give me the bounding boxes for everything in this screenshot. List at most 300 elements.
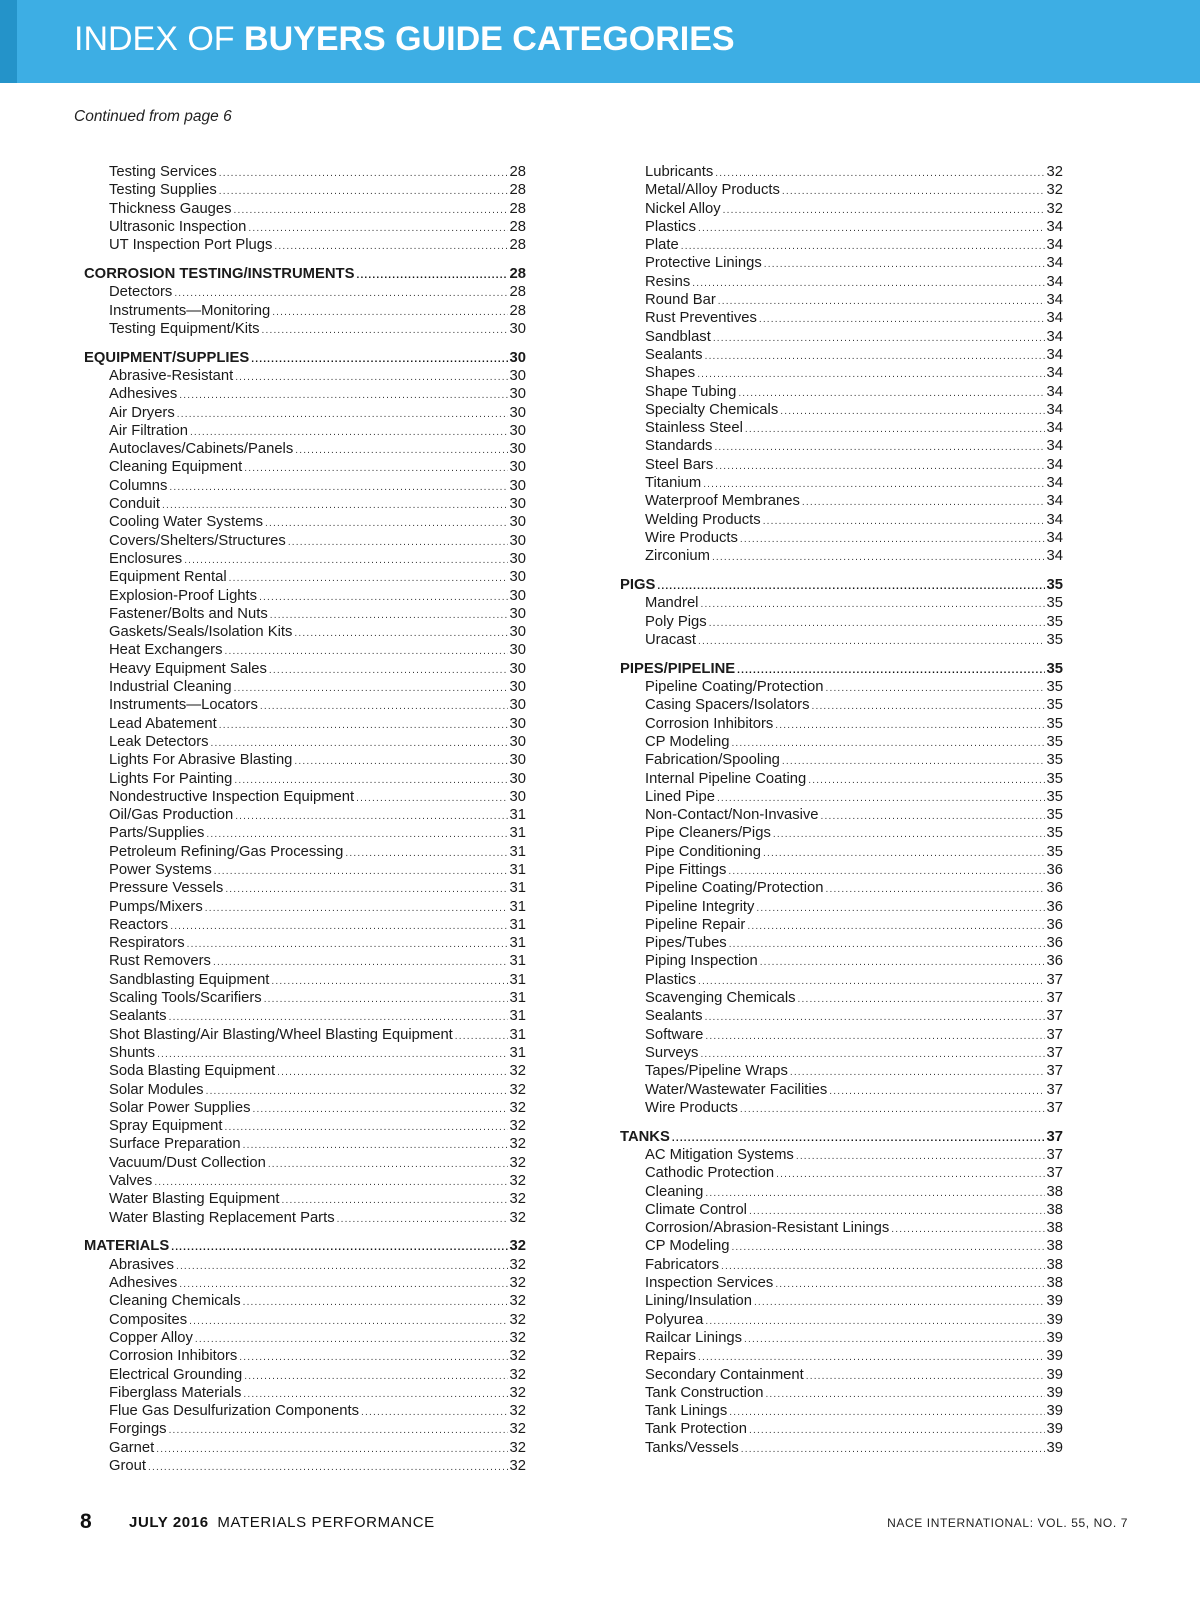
index-entry	[620, 971, 1063, 989]
index-entry	[620, 594, 1063, 612]
index-entry	[620, 715, 1063, 733]
dot-leader	[891, 1221, 1044, 1237]
page-ref: 31	[509, 825, 526, 842]
entry-label: Pressure Vessels	[109, 880, 224, 897]
index-entry	[84, 550, 526, 568]
index-entry	[84, 404, 526, 422]
dot-leader	[337, 1211, 508, 1227]
page-ref: 30	[509, 422, 526, 439]
page-ref: 35	[1046, 770, 1063, 787]
left-column	[84, 163, 526, 1486]
page-ref: 28	[509, 200, 526, 217]
dot-leader	[763, 513, 1045, 529]
page-ref: 34	[1046, 475, 1063, 492]
entry-label: Solar Modules	[109, 1081, 204, 1098]
entry-label: Tank Linings	[645, 1403, 728, 1420]
page-ref: 34	[1046, 383, 1063, 400]
dot-leader	[790, 1064, 1045, 1080]
page-ref: 30	[509, 569, 526, 586]
index-entry	[620, 696, 1063, 714]
entry-label: Plastics	[645, 971, 696, 988]
page-ref: 32	[509, 1154, 526, 1171]
entry-label: Plastics	[645, 218, 696, 235]
index-section	[620, 1128, 1063, 1457]
dot-leader	[190, 424, 508, 440]
dot-leader	[214, 863, 508, 879]
entry-label: Garnet	[109, 1439, 155, 1456]
category-label: PIGS	[620, 577, 656, 594]
dot-leader	[213, 954, 508, 970]
dot-leader	[295, 442, 507, 458]
dot-leader	[225, 881, 507, 897]
index-entry	[84, 422, 526, 440]
entry-label: Abrasive-Resistant	[109, 367, 234, 384]
page-ref: 32	[509, 1329, 526, 1346]
index-entry	[84, 1007, 526, 1025]
index-entry	[620, 547, 1063, 565]
dot-leader	[345, 845, 507, 861]
page-ref: 31	[509, 807, 526, 824]
page-ref: 30	[509, 624, 526, 641]
dot-leader	[700, 1046, 1044, 1062]
dot-leader	[705, 1313, 1044, 1329]
entry-label: Nondestructive Inspection Equipment	[109, 788, 355, 805]
entry-label: Resins	[645, 273, 691, 290]
page-ref: 30	[509, 349, 526, 366]
page-ref: 37	[1046, 1165, 1063, 1182]
volume-line	[887, 1516, 1128, 1530]
entry-label: Welding Products	[645, 511, 761, 528]
dot-leader	[749, 1422, 1045, 1438]
index-entry	[620, 254, 1063, 272]
entry-label: Industrial Cleaning	[109, 679, 232, 696]
dot-leader	[681, 238, 1045, 254]
index-section	[84, 265, 526, 338]
page-ref: 32	[509, 1081, 526, 1098]
index-entry	[84, 989, 526, 1007]
page-ref: 30	[509, 715, 526, 732]
index-entry	[620, 1201, 1063, 1219]
dot-leader	[826, 680, 1045, 696]
entry-label: Lined Pipe	[645, 788, 715, 805]
dot-leader	[252, 1101, 507, 1117]
dot-leader	[723, 202, 1045, 218]
entry-label: Protective Linings	[645, 255, 762, 272]
dot-leader	[269, 662, 508, 678]
entry-label: Tanks/Vessels	[645, 1439, 739, 1456]
entry-label: Internal Pipeline Coating	[645, 770, 807, 787]
dot-leader	[206, 1083, 508, 1099]
page-ref: 30	[509, 459, 526, 476]
index-entry	[84, 477, 526, 495]
page-ref: 32	[509, 1238, 526, 1255]
page-ref: 32	[509, 1439, 526, 1456]
page-ref: 32	[509, 1063, 526, 1080]
page-ref: 38	[1046, 1275, 1063, 1292]
entry-label: Water Blasting Replacement Parts	[109, 1209, 335, 1226]
entry-label: Shape Tubing	[645, 383, 737, 400]
dot-leader	[170, 918, 507, 934]
entry-label: Cooling Water Systems	[109, 514, 264, 531]
entry-label: Sealants	[109, 1008, 167, 1025]
dot-leader	[154, 1174, 507, 1190]
index-entry	[620, 806, 1063, 824]
page-ref: 35	[1046, 715, 1063, 732]
index-entry	[84, 1154, 526, 1172]
entry-label: Ultrasonic Inspection	[109, 218, 247, 235]
page-footer	[0, 1510, 1200, 1540]
index-section	[620, 576, 1063, 649]
page-ref: 32	[1046, 182, 1063, 199]
page-ref: 30	[509, 367, 526, 384]
entry-label: Waterproof Membranes	[645, 493, 800, 510]
index-entry	[84, 788, 526, 806]
page-ref: 34	[1046, 346, 1063, 363]
page-ref: 39	[1046, 1439, 1063, 1456]
page-ref: 30	[509, 477, 526, 494]
index-entry	[84, 1402, 526, 1420]
entry-label: Pipeline Coating/Protection	[645, 880, 824, 897]
page-ref: 34	[1046, 548, 1063, 565]
page-ref: 32	[509, 1173, 526, 1190]
entry-label: Grout	[109, 1457, 147, 1474]
entry-label: Shot Blasting/Air Blasting/Wheel Blasting Equipment	[109, 1026, 453, 1043]
dot-leader	[270, 607, 508, 623]
index-entry	[620, 770, 1063, 788]
page-ref: 37	[1046, 1044, 1063, 1061]
entry-label: Pipe Fittings	[645, 861, 727, 878]
index-entry	[84, 1081, 526, 1099]
page-ref: 32	[509, 1191, 526, 1208]
index-entry	[620, 529, 1063, 547]
entry-label: Non-Contact/Non-Invasive	[645, 807, 819, 824]
index-entry	[620, 383, 1063, 401]
dot-leader	[705, 348, 1045, 364]
page-number: 8	[80, 1510, 92, 1533]
entry-label: Forgings	[109, 1421, 167, 1438]
index-entry	[84, 1366, 526, 1384]
page-ref: 38	[1046, 1256, 1063, 1273]
index-entry	[84, 641, 526, 659]
page-ref: 39	[1046, 1421, 1063, 1438]
entry-label: Covers/Shelters/Structures	[109, 532, 286, 549]
index-entry	[620, 511, 1063, 529]
index-entry	[620, 1081, 1063, 1099]
category-label: CORROSION TESTING/INSTRUMENTS	[84, 265, 355, 282]
entry-label: Piping Inspection	[645, 953, 758, 970]
page-ref: 34	[1046, 237, 1063, 254]
dot-leader	[234, 772, 507, 788]
page-ref: 34	[1046, 529, 1063, 546]
dot-leader	[731, 735, 1044, 751]
entry-label: Steel Bars	[645, 456, 714, 473]
dot-leader	[282, 1192, 508, 1208]
page-ref: 34	[1046, 218, 1063, 235]
dot-leader	[700, 596, 1044, 612]
dot-leader	[712, 549, 1045, 565]
dot-leader	[156, 1441, 507, 1457]
index-entry	[84, 1457, 526, 1475]
dot-leader	[715, 458, 1044, 474]
dot-leader	[265, 515, 507, 531]
page-ref: 35	[1046, 679, 1063, 696]
category-heading	[620, 576, 1063, 594]
category-heading	[84, 1237, 526, 1255]
page-ref: 34	[1046, 511, 1063, 528]
dot-leader	[738, 385, 1044, 401]
index-entry	[84, 385, 526, 403]
index-entry	[84, 806, 526, 824]
index-entry	[620, 181, 1063, 199]
entry-label: Oil/Gas Production	[109, 807, 234, 824]
entry-label: Flue Gas Desulfurization Components	[109, 1403, 360, 1420]
page-ref: 28	[509, 182, 526, 199]
index-entry	[620, 1311, 1063, 1329]
index-entry	[620, 218, 1063, 236]
index-entry	[620, 733, 1063, 751]
category-heading	[620, 1128, 1063, 1146]
right-column	[620, 163, 1063, 1467]
index-entry	[620, 163, 1063, 181]
dot-leader	[829, 1083, 1044, 1099]
dot-leader	[234, 202, 508, 218]
entry-label: Power Systems	[109, 861, 212, 878]
page-ref: 31	[509, 843, 526, 860]
dot-leader	[219, 183, 508, 199]
index-entry	[84, 320, 526, 338]
page-ref: 37	[1046, 990, 1063, 1007]
dot-leader	[802, 494, 1045, 510]
entry-label: Air Filtration	[109, 422, 188, 439]
entry-label: Heat Exchangers	[109, 642, 223, 659]
dot-leader	[729, 1404, 1044, 1420]
dot-leader	[187, 936, 508, 952]
index-entry	[84, 1190, 526, 1208]
category-label: PIPES/PIPELINE	[620, 660, 736, 677]
entry-label: Copper Alloy	[109, 1329, 193, 1346]
entry-label: Titanium	[645, 475, 702, 492]
entry-label: Testing Supplies	[109, 182, 217, 199]
page-ref: 30	[509, 752, 526, 769]
index-entry	[620, 309, 1063, 327]
entry-label: Wire Products	[645, 529, 738, 546]
page-ref: 30	[509, 642, 526, 659]
dot-leader	[219, 717, 508, 733]
index-entry	[84, 696, 526, 714]
entry-label: Scavenging Chemicals	[645, 990, 796, 1007]
index-entry	[620, 1439, 1063, 1457]
category-label: TANKS	[620, 1128, 670, 1145]
page-ref: 30	[509, 532, 526, 549]
dot-leader	[713, 330, 1045, 346]
dot-leader	[356, 267, 507, 283]
dot-leader	[717, 790, 1045, 806]
dot-leader	[179, 387, 507, 403]
dot-leader	[225, 643, 508, 659]
page-ref: 35	[1046, 752, 1063, 769]
dot-leader	[740, 1101, 1045, 1117]
entry-label: Scaling Tools/Scarifiers	[109, 990, 262, 1007]
dot-leader	[721, 1258, 1045, 1274]
page-ref: 30	[509, 660, 526, 677]
index-entry	[84, 660, 526, 678]
index-entry	[620, 236, 1063, 254]
page-ref: 34	[1046, 438, 1063, 455]
issue-line	[129, 1514, 435, 1531]
index-entry	[620, 1256, 1063, 1274]
dot-leader	[271, 973, 507, 989]
issue-date: JULY 2016	[129, 1514, 209, 1531]
index-entry	[84, 302, 526, 320]
index-entry	[84, 1329, 526, 1347]
index-entry	[84, 1062, 526, 1080]
index-entry	[84, 1439, 526, 1457]
entry-label: Shapes	[645, 365, 696, 382]
page-ref: 30	[509, 679, 526, 696]
page-ref: 30	[509, 697, 526, 714]
dot-leader	[179, 1276, 507, 1292]
entry-label: Corrosion Inhibitors	[109, 1348, 238, 1365]
index-entry	[620, 678, 1063, 696]
dot-leader	[272, 304, 507, 320]
page-ref: 32	[509, 1136, 526, 1153]
dot-leader	[361, 1404, 508, 1420]
index-entry	[84, 715, 526, 733]
page-ref: 37	[1046, 1081, 1063, 1098]
index-entry	[84, 200, 526, 218]
entry-label: Pipe Conditioning	[645, 843, 761, 860]
dot-leader	[798, 991, 1045, 1007]
page-ref: 34	[1046, 456, 1063, 473]
index-entry	[620, 1292, 1063, 1310]
entry-label: Wire Products	[645, 1099, 738, 1116]
entry-label: Rust Removers	[109, 953, 211, 970]
index-entry	[84, 458, 526, 476]
page-ref: 39	[1046, 1366, 1063, 1383]
page-ref: 35	[1046, 631, 1063, 648]
entry-label: Repairs	[645, 1348, 696, 1365]
page-ref: 30	[509, 605, 526, 622]
dot-leader	[806, 1368, 1045, 1384]
dot-leader	[264, 991, 508, 1007]
page-ref: 28	[509, 265, 526, 282]
page-ref: 39	[1046, 1311, 1063, 1328]
page-ref: 34	[1046, 365, 1063, 382]
entry-label: Testing Services	[109, 164, 217, 180]
page-ref: 34	[1046, 328, 1063, 345]
index-entry	[84, 824, 526, 842]
dot-leader	[698, 973, 1045, 989]
index-entry	[620, 492, 1063, 510]
continued-note: Continued from page 6	[74, 108, 232, 125]
dot-leader	[780, 403, 1044, 419]
index-entry	[620, 1384, 1063, 1402]
entry-label: Casing Spacers/Isolators	[645, 697, 810, 714]
index-entry	[620, 401, 1063, 419]
title-bold: BUYERS GUIDE CATEGORIES	[244, 20, 735, 58]
index-entry	[84, 1384, 526, 1402]
entry-label: Standards	[645, 438, 713, 455]
index-entry	[620, 916, 1063, 934]
dot-leader	[698, 1349, 1045, 1365]
entry-label: Thickness Gauges	[109, 200, 232, 217]
index-entry	[620, 934, 1063, 952]
category-heading	[620, 660, 1063, 678]
dot-leader	[714, 439, 1044, 455]
volume-number: VOL. 55, NO. 7	[1037, 1516, 1128, 1530]
dot-leader	[698, 633, 1045, 649]
page-ref: 35	[1046, 788, 1063, 805]
index-entry	[84, 495, 526, 513]
page-ref: 38	[1046, 1220, 1063, 1237]
page-ref: 30	[509, 587, 526, 604]
dot-leader	[229, 570, 508, 586]
page-ref: 32	[509, 1275, 526, 1292]
dot-leader	[744, 1331, 1044, 1347]
index-entry	[620, 1026, 1063, 1044]
entry-label: Plate	[645, 237, 679, 254]
page-ref: 34	[1046, 493, 1063, 510]
index-entry	[620, 898, 1063, 916]
dot-leader	[821, 808, 1045, 824]
entry-label: Conduit	[109, 496, 161, 513]
dot-leader	[765, 1386, 1044, 1402]
index-entry	[620, 861, 1063, 879]
entry-label: AC Mitigation Systems	[645, 1146, 794, 1163]
page-ref: 30	[509, 514, 526, 531]
index-entry	[620, 631, 1063, 649]
page-ref: 32	[509, 1209, 526, 1226]
dot-leader	[243, 1386, 507, 1402]
dot-leader	[219, 165, 508, 181]
dot-leader	[162, 497, 508, 513]
page-ref: 31	[509, 880, 526, 897]
page-ref: 36	[1046, 880, 1063, 897]
page-ref: 38	[1046, 1183, 1063, 1200]
entry-label: Gaskets/Seals/Isolation Kits	[109, 624, 293, 641]
dot-leader	[356, 790, 507, 806]
page-ref: 31	[509, 971, 526, 988]
index-entry	[620, 1366, 1063, 1384]
page-ref: 32	[509, 1118, 526, 1135]
entry-label: Enclosures	[109, 550, 183, 567]
header-tab-accent	[0, 0, 17, 83]
entry-label: Zirconium	[645, 548, 710, 565]
dot-leader	[225, 1119, 508, 1135]
entry-label: Tank Construction	[645, 1384, 764, 1401]
index-entry	[620, 879, 1063, 897]
index-entry	[84, 1026, 526, 1044]
page-ref: 34	[1046, 273, 1063, 290]
entry-label: Explosion-Proof Lights	[109, 587, 258, 604]
dot-leader	[251, 351, 507, 367]
index-entry	[84, 971, 526, 989]
entry-label: Lead Abatement	[109, 715, 217, 732]
dot-leader	[294, 625, 507, 641]
page-ref: 35	[1046, 613, 1063, 630]
dot-leader	[741, 1441, 1045, 1457]
dot-leader	[262, 322, 508, 338]
index-entry	[84, 1347, 526, 1365]
entry-label: Lubricants	[645, 164, 714, 180]
index-entry	[620, 788, 1063, 806]
index-entry	[620, 613, 1063, 631]
page-ref: 30	[509, 496, 526, 513]
dot-leader	[174, 285, 507, 301]
page-ref: 35	[1046, 595, 1063, 612]
index-entry	[620, 1099, 1063, 1117]
index-entry	[620, 200, 1063, 218]
